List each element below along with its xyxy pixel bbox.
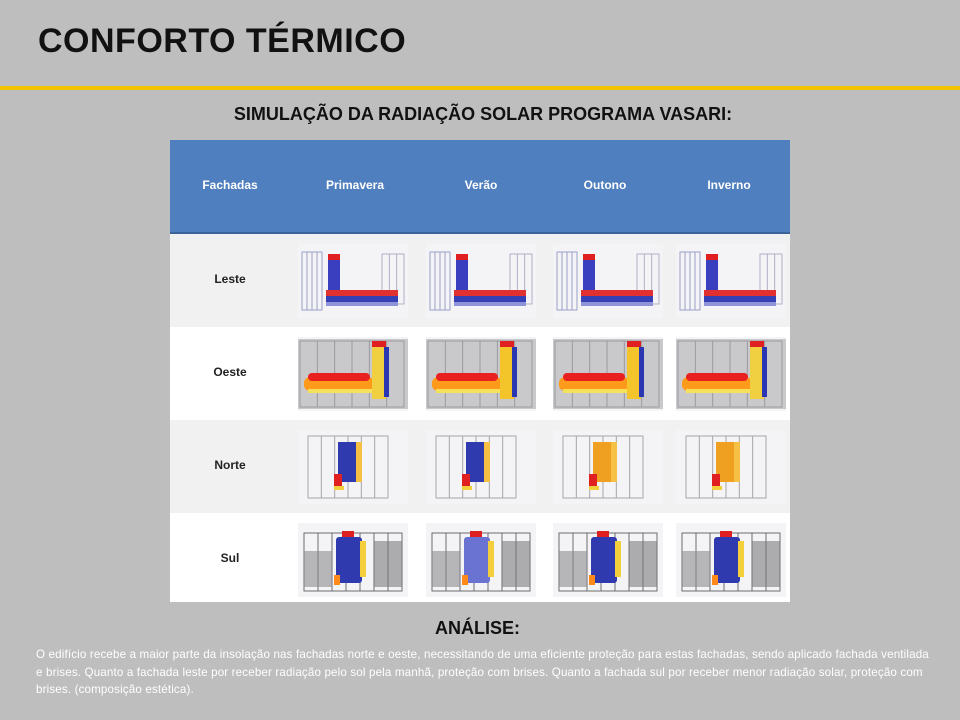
row-label-oeste: Oeste	[213, 365, 247, 379]
simulation-image-east-verao	[426, 244, 536, 318]
header-inverno: Inverno	[707, 178, 751, 192]
header-primavera: Primavera	[325, 178, 385, 192]
simulation-image-south-outono	[553, 523, 663, 597]
simulation-image-south-primavera	[298, 523, 408, 597]
row-label-sul: Sul	[220, 551, 240, 565]
title-divider	[0, 86, 960, 90]
row-label-norte: Norte	[214, 458, 246, 472]
simulation-image-north-inverno	[676, 430, 786, 504]
slide-title: CONFORTO TÉRMICO	[38, 22, 407, 60]
simulation-image-north-primavera	[298, 430, 408, 504]
simulation-image-south-inverno	[676, 523, 786, 597]
simulation-image-east-inverno	[676, 244, 786, 318]
simulation-image-north-verao	[426, 430, 536, 504]
simulation-image-west-primavera	[298, 337, 408, 411]
simulation-image-west-outono	[553, 337, 663, 411]
simulation-image-south-verao	[426, 523, 536, 597]
row-label-leste: Leste	[214, 272, 246, 286]
analysis-text: O edifício recebe a maior parte da insolação nas fachadas norte e oeste, necessitando de uma eficiente proteção para estas fachadas, sendo aplicado fachada ventilada e brises. Quanto a fachada leste por receber radiação pelo sol pela manhã, proteção com brises. Quanto a fachada sul por receber menor radiação solar, proteção com brises. (composição estética).	[36, 648, 929, 696]
header-outono: Outono	[583, 178, 627, 192]
header-verao: Verão	[464, 178, 498, 192]
simulation-image-west-inverno	[676, 337, 786, 411]
simulation-image-west-verao	[426, 337, 536, 411]
header-fachadas: Fachadas	[202, 178, 258, 192]
slide-subtitle: SIMULAÇÃO DA RADIAÇÃO SOLAR PROGRAMA VASARI:	[233, 104, 733, 124]
simulation-image-east-outono	[553, 244, 663, 318]
simulation-image-east-primavera	[298, 244, 408, 318]
simulation-table	[170, 140, 790, 602]
simulation-image-north-outono	[553, 430, 663, 504]
table-header	[170, 140, 790, 234]
analysis-title: ANÁLISE:	[435, 618, 520, 638]
